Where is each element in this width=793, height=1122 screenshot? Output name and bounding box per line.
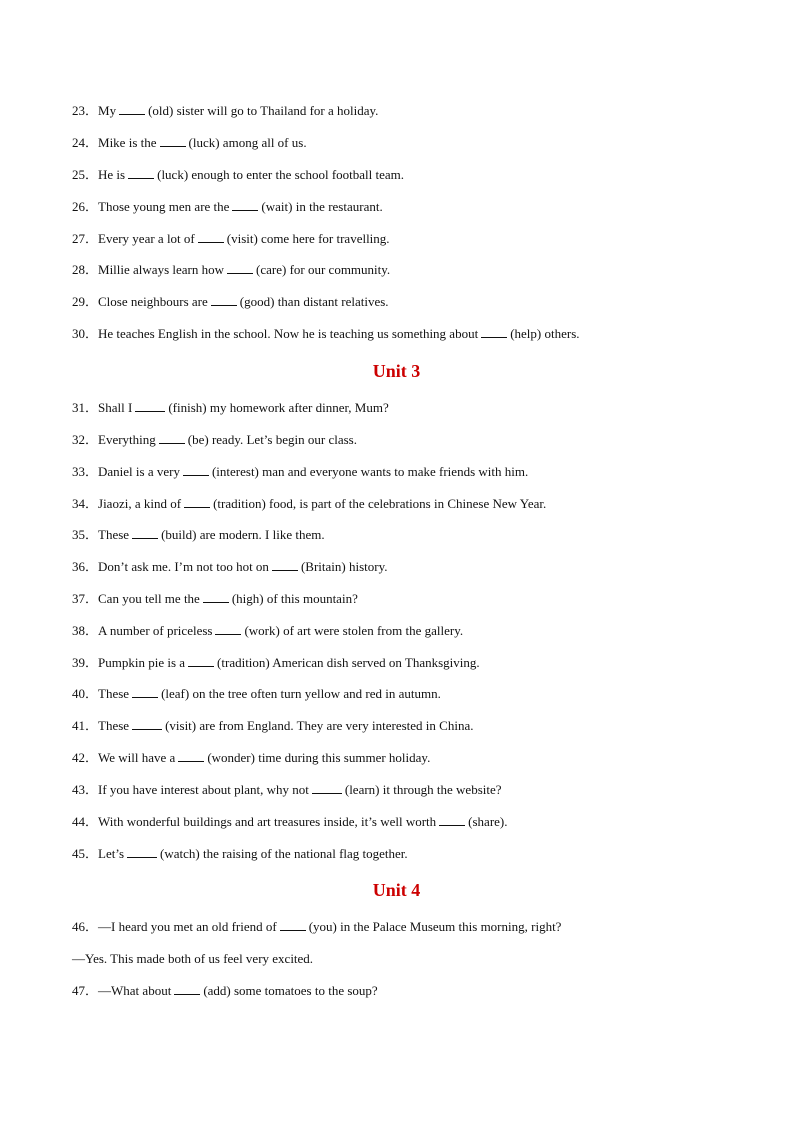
question-text-after: (high) of this mountain? bbox=[231, 591, 358, 606]
question-text-after: (care) for our community. bbox=[256, 262, 391, 277]
question-number: 43． bbox=[72, 782, 99, 797]
answer-blank[interactable] bbox=[178, 750, 204, 762]
question-text-after: (wait) in the restaurant. bbox=[261, 199, 383, 214]
answer-blank[interactable] bbox=[132, 718, 162, 730]
question-37 bbox=[72, 591, 358, 607]
answer-blank[interactable] bbox=[159, 432, 185, 444]
question-text-before: My bbox=[98, 103, 117, 118]
answer-blank[interactable] bbox=[160, 135, 186, 147]
question-29 bbox=[72, 294, 389, 310]
question-text-before: Don’t ask me. I’m not too hot on bbox=[98, 559, 269, 574]
answer-blank[interactable] bbox=[132, 527, 158, 539]
question-43 bbox=[72, 782, 502, 798]
answer-blank[interactable] bbox=[174, 983, 200, 995]
answer-blank[interactable] bbox=[132, 686, 158, 698]
question-number: 30． bbox=[72, 326, 99, 341]
question-text-before: Shall I bbox=[98, 400, 133, 415]
question-number: 32． bbox=[72, 432, 99, 447]
answer-blank[interactable] bbox=[227, 262, 253, 274]
question-text-before: These bbox=[98, 686, 130, 701]
question-text-after: (help) others. bbox=[510, 326, 580, 341]
question-text-after: (visit) are from England. They are very interested in China. bbox=[165, 718, 474, 733]
question-number: 38． bbox=[72, 623, 99, 638]
answer-blank[interactable] bbox=[188, 655, 214, 667]
answer-blank[interactable] bbox=[439, 814, 465, 826]
question-text-after: (be) ready. Let’s begin our class. bbox=[187, 432, 357, 447]
question-text-after: (work) of art were stolen from the gallery. bbox=[244, 623, 464, 638]
question-text-after: (Britain) history. bbox=[300, 559, 388, 574]
question-text-after: (add) some tomatoes to the soup? bbox=[203, 983, 378, 998]
answer-blank[interactable] bbox=[203, 591, 229, 603]
question-number: 35． bbox=[72, 527, 99, 542]
question-text-after: (leaf) on the tree often turn yellow and red in autumn. bbox=[161, 686, 441, 701]
question-41 bbox=[72, 718, 473, 734]
question-number: 29． bbox=[72, 294, 99, 309]
question-number: 40． bbox=[72, 686, 99, 701]
question-text-before: We will have a bbox=[98, 750, 176, 765]
dialogue-reply: —Yes. This made both of us feel very excited. bbox=[72, 951, 314, 966]
question-34 bbox=[72, 496, 546, 512]
question-32 bbox=[72, 432, 357, 448]
question-text-after: (old) sister will go to Thailand for a holiday. bbox=[148, 103, 379, 118]
question-text-after: (luck) enough to enter the school football team. bbox=[157, 167, 405, 182]
question-text-after: (build) are modern. I like them. bbox=[161, 527, 325, 542]
answer-blank[interactable] bbox=[135, 400, 165, 412]
question-number: 46． bbox=[72, 919, 99, 934]
unit-3-heading: Unit 3 bbox=[372, 361, 421, 381]
question-text-before: Jiaozi, a kind of bbox=[98, 496, 182, 511]
question-number: 31． bbox=[72, 400, 99, 415]
question-text-before: He teaches English in the school. Now he is teaching us something about bbox=[98, 326, 479, 341]
question-text-after: (watch) the raising of the national flag together. bbox=[160, 846, 408, 861]
question-text-before: Can you tell me the bbox=[98, 591, 200, 606]
question-number: 41． bbox=[72, 718, 99, 733]
question-39 bbox=[72, 655, 480, 671]
question-text-after: (you) in the Palace Museum this morning, right? bbox=[308, 919, 562, 934]
question-text-before: —What about bbox=[98, 983, 172, 998]
question-text-after: (wonder) time during this summer holiday. bbox=[207, 750, 431, 765]
question-number: 26． bbox=[72, 199, 99, 214]
question-number: 39． bbox=[72, 655, 99, 670]
question-27 bbox=[72, 231, 390, 247]
question-44 bbox=[72, 814, 508, 830]
answer-blank[interactable] bbox=[119, 103, 145, 115]
question-number: 33． bbox=[72, 464, 99, 479]
question-number: 44． bbox=[72, 814, 99, 829]
question-45 bbox=[72, 846, 408, 862]
answer-blank[interactable] bbox=[481, 326, 507, 338]
answer-blank[interactable] bbox=[272, 559, 298, 571]
question-31 bbox=[72, 400, 389, 416]
question-38 bbox=[72, 623, 463, 639]
answer-blank[interactable] bbox=[127, 846, 157, 858]
question-text-before: Every year a lot of bbox=[98, 231, 195, 246]
question-text-after: (tradition) American dish served on Thanksgiving. bbox=[217, 655, 480, 670]
question-number: 27． bbox=[72, 231, 99, 246]
question-text-before: Mike is the bbox=[98, 135, 157, 150]
question-number: 34． bbox=[72, 496, 99, 511]
question-text-before: Let’s bbox=[98, 846, 125, 861]
question-text-before: Millie always learn how bbox=[98, 262, 225, 277]
question-number: 28． bbox=[72, 262, 99, 277]
question-number: 25． bbox=[72, 167, 99, 182]
question-text-before: If you have interest about plant, why not bbox=[98, 782, 309, 797]
question-47 bbox=[72, 983, 378, 999]
question-24 bbox=[72, 135, 307, 151]
question-35 bbox=[72, 527, 325, 543]
question-text-after: (tradition) food, is part of the celebrations in Chinese New Year. bbox=[213, 496, 547, 511]
question-number: 45． bbox=[72, 846, 99, 861]
question-text-after: (visit) come here for travelling. bbox=[226, 231, 390, 246]
question-text-before: Pumpkin pie is a bbox=[98, 655, 186, 670]
question-text-before: He is bbox=[98, 167, 126, 182]
question-number: 24． bbox=[72, 135, 99, 150]
question-42 bbox=[72, 750, 430, 766]
question-text-before: Everything bbox=[98, 432, 156, 447]
question-text-before: With wonderful buildings and art treasures inside, it’s well worth bbox=[98, 814, 437, 829]
unit-4-heading: Unit 4 bbox=[372, 880, 421, 900]
question-text-before: Daniel is a very bbox=[98, 464, 180, 479]
question-text-after: (interest) man and everyone wants to make friends with him. bbox=[211, 464, 529, 479]
answer-blank[interactable] bbox=[128, 167, 154, 179]
question-40 bbox=[72, 686, 441, 702]
question-text-before: A number of priceless bbox=[98, 623, 213, 638]
question-text-after: (share). bbox=[468, 814, 508, 829]
question-36 bbox=[72, 559, 387, 575]
question-26 bbox=[72, 199, 383, 215]
question-text-after: (good) than distant relatives. bbox=[239, 294, 389, 309]
question-23 bbox=[72, 103, 378, 119]
question-46 bbox=[72, 919, 561, 935]
answer-blank[interactable] bbox=[215, 623, 241, 635]
question-text-after: (luck) among all of us. bbox=[188, 135, 307, 150]
question-text-after: (finish) my homework after dinner, Mum? bbox=[168, 400, 389, 415]
question-number: 47． bbox=[72, 983, 99, 998]
question-28 bbox=[72, 262, 390, 278]
question-25 bbox=[72, 167, 404, 183]
answer-blank[interactable] bbox=[211, 294, 237, 306]
answer-blank[interactable] bbox=[198, 231, 224, 243]
question-text-before: Those young men are the bbox=[98, 199, 230, 214]
answer-blank[interactable] bbox=[232, 199, 258, 211]
answer-blank[interactable] bbox=[280, 919, 306, 931]
question-number: 42． bbox=[72, 750, 99, 765]
question-30 bbox=[72, 326, 580, 342]
question-text-before: These bbox=[98, 718, 130, 733]
question-33 bbox=[72, 464, 528, 480]
question-text-after: (learn) it through the website? bbox=[344, 782, 502, 797]
answer-blank[interactable] bbox=[183, 464, 209, 476]
question-text-before: Close neighbours are bbox=[98, 294, 208, 309]
question-text-before: —I heard you met an old friend of bbox=[98, 919, 277, 934]
question-number: 23． bbox=[72, 103, 99, 118]
answer-blank[interactable] bbox=[312, 782, 342, 794]
question-number: 36． bbox=[72, 559, 99, 574]
question-text-before: These bbox=[98, 527, 130, 542]
answer-blank[interactable] bbox=[184, 496, 210, 508]
question-number: 37． bbox=[72, 591, 99, 606]
